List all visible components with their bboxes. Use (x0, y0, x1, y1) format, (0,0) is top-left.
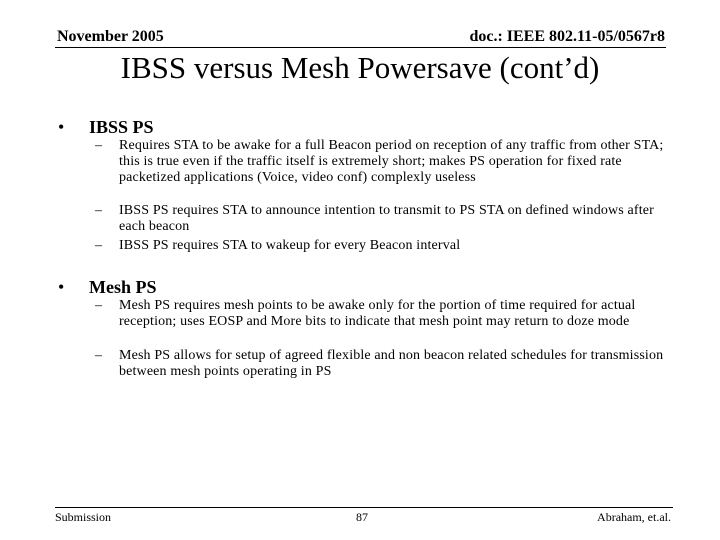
section-heading-mesh: Mesh PS (89, 277, 157, 297)
dash-icon: – (95, 348, 102, 363)
list-item-text: Mesh PS allows for setup of agreed flexible and non beacon related schedules for transmission between mesh points operating in PS (119, 348, 664, 380)
slide-title: IBSS versus Mesh Powersave (cont’d) (120, 50, 600, 85)
header-doc-id: doc.: IEEE 802.11-05/0567r8 (469, 28, 665, 45)
dash-icon: – (95, 298, 102, 313)
dash-icon: – (95, 238, 102, 253)
list-item (95, 348, 675, 380)
bullet-icon: • (58, 117, 65, 137)
footer-submission: Submission (55, 510, 112, 524)
list-item (95, 298, 675, 330)
list-item (95, 203, 675, 235)
list-item-text: Requires STA to be awake for a full Beacon period on reception of any traffic from other STA; this is true even if the traffic itself is extremely short; makes PS operation for fixed rate packetized applications (Voice, video conf) complexly useless (119, 138, 664, 186)
dash-icon: – (95, 203, 102, 218)
footer-authors: Abraham, et.al. (597, 510, 671, 524)
page-number: 87 (356, 510, 368, 524)
header-date: November 2005 (57, 28, 164, 45)
footer-rule (55, 507, 673, 508)
header-rule (55, 47, 666, 48)
list-item-text: IBSS PS requires STA to announce intention to transmit to PS STA on defined windows after each beacon (119, 203, 654, 235)
list-item-text: Mesh PS requires mesh points to be awake only for the portion of time required for actual reception; uses EOSP and More bits to indicate that mesh point may return to doze mode (119, 298, 636, 330)
list-item (95, 238, 675, 254)
bullet-icon: • (58, 277, 65, 297)
list-item-text: IBSS PS requires STA to wakeup for every Beacon interval (119, 238, 461, 253)
dash-icon: – (95, 138, 102, 153)
list-item (95, 138, 675, 187)
section-heading-ibss: IBSS PS (89, 117, 154, 137)
